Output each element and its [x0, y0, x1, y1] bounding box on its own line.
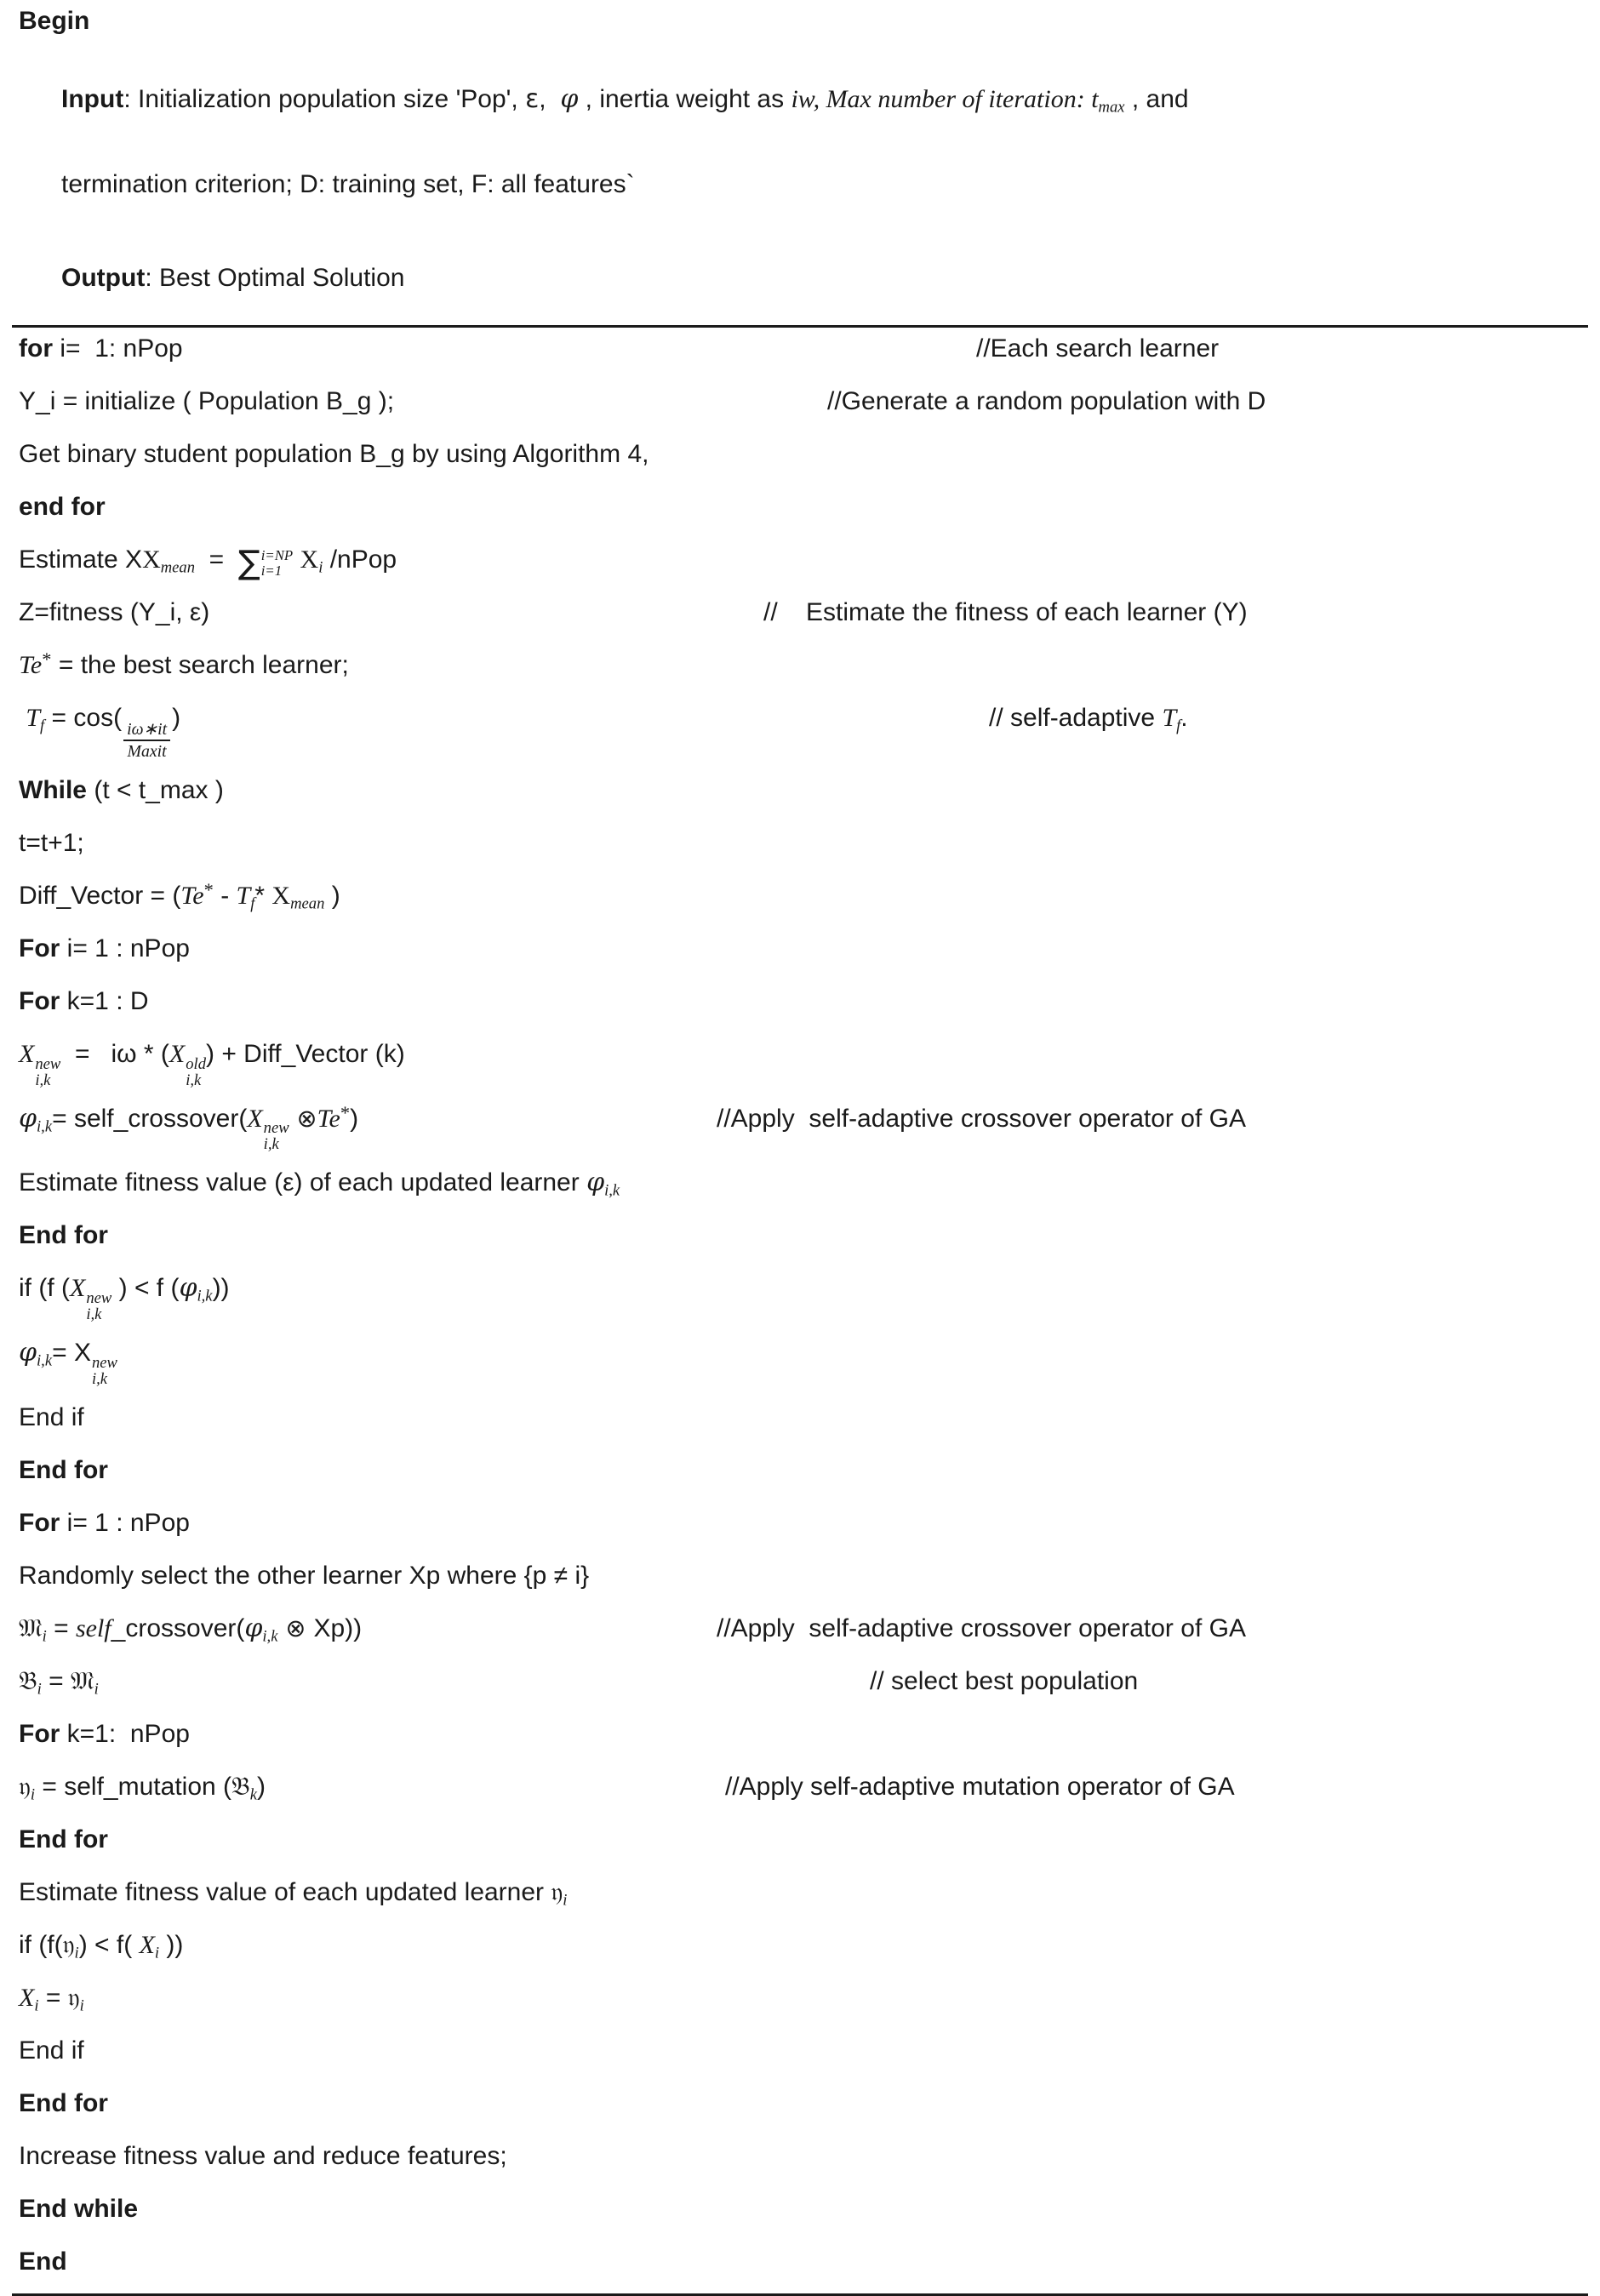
ifcmp-x-base: X	[70, 1274, 86, 1303]
algorithm-line-phi-crossover	[19, 1098, 1588, 1162]
input-text-5: , and	[1124, 85, 1189, 113]
algorithm-line-for-i-npop-2	[19, 928, 1588, 980]
diff-tf-base: T	[236, 881, 251, 910]
ifcmpy-close-paren: ))	[159, 1930, 184, 1959]
diff-minus: -	[213, 881, 237, 910]
comment-tf-formula	[989, 704, 1188, 735]
ifcmpy-x-subscript: i	[154, 1944, 160, 1962]
ifcmp-phi-base: φ	[179, 1273, 197, 1304]
algorithm-line-for-i-npop-3	[19, 1502, 1588, 1555]
diff-close-paren: )	[324, 881, 340, 910]
m-phi-base: φ	[244, 1613, 263, 1643]
code-end-for-3	[19, 1455, 108, 1484]
algorithm-line-end-for-2	[19, 1214, 1588, 1267]
tf-comment-base: T	[1162, 704, 1177, 732]
algorithm-line-estimate-fitness-y	[19, 1871, 1588, 1924]
algorithm-line-for-i-npop	[19, 328, 1588, 380]
algorithm-line-phi-assign-xnew	[19, 1332, 1588, 1396]
xassign-x-base: X	[19, 1983, 35, 2012]
phi-equals-crossover: = self_crossover(	[52, 1104, 248, 1133]
phi-te-base: Te	[317, 1104, 340, 1133]
xold-base: X	[169, 1039, 186, 1068]
code-phi-assign-xnew	[19, 1337, 117, 1388]
xmean-term-subscript: i	[318, 558, 323, 577]
estimate-xmean-label: Estimate X	[19, 545, 143, 574]
algorithm-line-init-population	[19, 380, 1588, 433]
b-fraktur-m-subscript: i	[94, 1680, 99, 1699]
tf-comment-subscript: f	[1176, 717, 1181, 735]
xassign-y-subscript: i	[79, 1996, 84, 2015]
footer-divider-rule	[12, 2293, 1588, 2296]
xnew-tail: ) + Diff_Vector (k)	[206, 1039, 405, 1068]
algorithm-line-tf-formula	[19, 697, 1588, 769]
code-for-i-npop-2	[19, 936, 190, 962]
algorithm-line-b-assign-m	[19, 1660, 1588, 1713]
line-begin	[19, 0, 1588, 53]
input-text-1: Initialization population size 'Pop',	[138, 85, 526, 113]
text-for-k-d: k=1 : D	[60, 986, 149, 1015]
algorithm-line-end-while	[19, 2188, 1588, 2241]
xnew-base: X	[19, 1039, 35, 1068]
code-if-compare-f	[19, 1273, 230, 1323]
randsel-text: Randomly select the other learner Xp where {p ≠ i}	[19, 1561, 590, 1590]
xnew-indices	[35, 1054, 61, 1089]
estfity-fraktur-y: 𝔶	[551, 1876, 563, 1907]
algorithm-line-for-k-npop	[19, 1713, 1588, 1766]
diff-tf-subscript: f	[250, 894, 255, 913]
phi-x-base: X	[247, 1104, 263, 1133]
phi-symbol: φ	[560, 84, 579, 114]
code-if-compare-y	[19, 1929, 184, 1962]
xmean-base: X	[142, 545, 161, 574]
code-increase-fitness	[19, 2141, 507, 2170]
estfitphi-label: Estimate fitness value (ε) of each updated learner	[19, 1168, 587, 1197]
diff-prefix: Diff_Vector = (	[19, 881, 181, 910]
tf-close-paren: )	[172, 704, 181, 732]
estfity-label: Estimate fitness value of each updated learner	[19, 1877, 551, 1906]
text-increase-fitness: Increase fitness value and reduce features;	[19, 2141, 507, 2170]
code-x-assign-y	[19, 1982, 84, 2015]
algorithm-line-m-crossover	[19, 1608, 1588, 1660]
keyword-for-k-npop: For	[19, 1719, 60, 1748]
algorithm-line-end-for-3	[19, 1449, 1588, 1502]
tf-fraction	[123, 720, 170, 761]
text-get-binary-pop: Get binary student population B_g by using Algorithm 4,	[19, 440, 649, 468]
sp	[293, 545, 300, 574]
comment-for-i-npop: //Each search learner	[976, 334, 1220, 363]
phiassign-x-indices	[91, 1353, 117, 1388]
ifcmpy-y-subscript: i	[74, 1944, 79, 1962]
y-fraktur-b: 𝔅	[231, 1771, 250, 1802]
text-end-if-1: End if	[19, 1402, 84, 1431]
keyword-end: End	[19, 2247, 67, 2276]
code-b-assign-m	[19, 1665, 99, 1699]
fraktur-m-base: 𝔐	[19, 1613, 43, 1643]
tf-comment-suffix: .	[1180, 704, 1188, 732]
code-randomly-select-xp	[19, 1563, 589, 1589]
ifcmpy-operator: ) < f(	[78, 1930, 140, 1959]
ifcmp-x-indices-sup: new	[86, 1289, 112, 1308]
m-crossover-label: _crossover(	[111, 1613, 245, 1642]
te-star: *	[42, 648, 52, 670]
y-fraktur-b-subscript: k	[249, 1785, 257, 1804]
algorithm-line-end	[19, 2241, 1588, 2293]
summation	[237, 543, 294, 582]
code-y-mutation	[19, 1771, 266, 1804]
phiassign-equals: = X	[52, 1338, 91, 1367]
line-output	[19, 231, 1588, 325]
code-end-if-1	[19, 1402, 84, 1431]
tf-fraction-denominator: Maxit	[123, 740, 170, 761]
algorithm-line-x-assign-y	[19, 1977, 1588, 2030]
m-self-italic: self	[75, 1613, 111, 1642]
fraktur-y-subscript: i	[30, 1785, 36, 1804]
code-x-new-update	[19, 1039, 405, 1089]
m-xp-tail: Xp))	[313, 1613, 363, 1642]
text-while-t-tmax: (t < t_max )	[87, 775, 224, 804]
tf-equals-cos: = cos(	[44, 704, 123, 732]
tmax-base: t	[1091, 85, 1099, 113]
algorithm-body	[0, 328, 1600, 2293]
input-line-2: termination criterion; D: training set, F: all features`	[61, 170, 635, 198]
m-equals: =	[46, 1613, 76, 1642]
algorithm-line-diff-vector	[19, 875, 1588, 928]
xnew-equals: = iω * (	[60, 1039, 169, 1068]
algorithm-line-end-if-2	[19, 2030, 1588, 2082]
code-init-population	[19, 389, 394, 414]
algorithm-line-estimate-xmean	[19, 539, 1588, 591]
phi-x-indices	[264, 1121, 289, 1153]
sigma-icon: ∑	[237, 543, 260, 582]
code-diff-vector	[19, 878, 340, 913]
phi-base: φ	[19, 1103, 37, 1134]
diff-te-base: Te	[180, 881, 204, 910]
keyword-end-for-1: end for	[19, 493, 106, 521]
phiassign-subscript: i,k	[37, 1351, 53, 1370]
comment-y-mutation: //Apply self-adaptive mutation operator of GA	[725, 1772, 1235, 1801]
algorithm-line-if-compare-f	[19, 1267, 1588, 1332]
xassign-equals: =	[38, 1983, 68, 2012]
algorithm-line-get-binary-pop	[19, 433, 1588, 486]
xold-indices-sup: old	[186, 1054, 206, 1073]
xassign-x-subscript: i	[34, 1996, 39, 2015]
summation-lower-limit: i=1	[260, 562, 283, 579]
output-text: : Best Optimal Solution	[145, 264, 405, 292]
text-init-population: Y_i = initialize ( Population B_g );	[19, 387, 395, 415]
algorithm-line-end-for-4	[19, 1819, 1588, 1871]
code-estimate-fitness-phi	[19, 1168, 620, 1200]
phi-subscript: i,k	[37, 1117, 53, 1136]
text-for-i-npop-2: i= 1 : nPop	[60, 934, 190, 962]
ifcmp-prefix: if (f (	[19, 1274, 70, 1303]
code-end-while	[19, 2196, 138, 2222]
input-separator: :	[123, 85, 138, 113]
b-equals: =	[41, 1666, 71, 1695]
epsilon-symbol: ε	[525, 84, 540, 114]
keyword-end-for-4: End for	[19, 1825, 108, 1853]
y-close-paren: )	[256, 1772, 266, 1801]
xold-indices	[186, 1054, 206, 1089]
algorithm-line-y-mutation	[19, 1766, 1588, 1819]
algorithm-line-te-best-learner	[19, 644, 1588, 697]
code-phi-crossover	[19, 1101, 359, 1154]
comment-z-fitness: // Estimate the fitness of each learner (Y)	[763, 598, 1248, 626]
code-end-for-4	[19, 1827, 108, 1853]
xmean-equals: =	[195, 545, 238, 574]
code-m-crossover	[19, 1613, 363, 1646]
text-z-fitness: Z=fitness (Y_i, ε)	[19, 598, 210, 626]
tf-fraction-numerator: iω∗it	[127, 719, 168, 739]
keyword-end-for-5: End for	[19, 2088, 108, 2117]
ifcmp-phi-subscript: i,k	[197, 1287, 213, 1305]
keyword-end-while: End while	[19, 2194, 139, 2223]
input-text-2: ,	[539, 85, 561, 113]
code-end-for-5	[19, 2088, 108, 2117]
algorithm-line-end-for-5	[19, 2082, 1588, 2135]
te-description: = the best search learner;	[51, 651, 349, 679]
code-end-if-2	[19, 2038, 84, 2064]
input-text-3: , inertia weight as	[578, 85, 791, 113]
ifcmpy-x-base: X	[139, 1930, 155, 1959]
phi-te-star: *	[340, 1101, 351, 1123]
input-label: Input	[61, 85, 124, 113]
estfitphi-phi-subscript: i,k	[604, 1181, 620, 1200]
code-for-i-npop	[19, 336, 183, 362]
algorithm-line-x-new-update	[19, 1033, 1588, 1098]
estfity-subscript: i	[563, 1891, 568, 1910]
keyword-end-for-3: End for	[19, 1455, 108, 1484]
algorithm-line-for-k-d	[19, 980, 1588, 1033]
text-for-i-npop: i= 1: nPop	[53, 334, 183, 363]
algorithm-line-end-if-1	[19, 1396, 1588, 1449]
code-while-t-tmax	[19, 775, 224, 804]
phiassign-x-indices-sub: i,k	[91, 1369, 108, 1388]
tf-base: T	[26, 704, 41, 732]
code-for-k-d	[19, 986, 149, 1015]
code-t-increment	[19, 828, 84, 857]
diff-x-subscript: mean	[290, 894, 325, 913]
phi-x-indices-sup: new	[263, 1119, 289, 1138]
fraktur-b-base: 𝔅	[19, 1665, 37, 1696]
comment-b-assign-m: // select best population	[870, 1666, 1139, 1695]
tf-comment-prefix: // self-adaptive	[989, 704, 1163, 732]
code-get-binary-pop	[19, 442, 649, 467]
m-phi-subscript: i,k	[262, 1627, 278, 1646]
otimes-icon: ⊗	[289, 1104, 317, 1133]
tf-subscript: f	[40, 717, 45, 735]
xassign-fraktur-y: 𝔶	[67, 1982, 80, 2013]
input-text-4: :	[1076, 85, 1092, 113]
code-for-k-npop	[19, 1719, 190, 1748]
summation-upper-limit: i=NP	[260, 547, 294, 564]
algorithm-line-end-for-1	[19, 486, 1588, 539]
estfitphi-phi-base: φ	[586, 1168, 605, 1198]
comment-phi-crossover: //Apply self-adaptive crossover operator of GA	[717, 1104, 1246, 1133]
xnew-indices-sub: i,k	[35, 1071, 51, 1089]
begin-keyword: Begin	[19, 7, 90, 35]
diff-multiply: *	[254, 881, 272, 910]
fraktur-m-subscript: i	[42, 1627, 47, 1646]
algorithm-line-estimate-fitness-phi	[19, 1162, 1588, 1214]
summation-limits	[261, 548, 293, 578]
ifcmp-x-indices-sub: i,k	[86, 1305, 102, 1323]
algorithm-line-z-fitness	[19, 591, 1588, 644]
input-italic-params: iw, Max number of iteration	[791, 85, 1077, 113]
algorithm-line-t-increment	[19, 822, 1588, 875]
phi-x-indices-sub: i,k	[263, 1135, 279, 1154]
code-estimate-fitness-y	[19, 1876, 568, 1910]
code-z-fitness	[19, 600, 209, 625]
phi-close-paren: )	[350, 1104, 359, 1133]
algorithm-header	[0, 0, 1600, 325]
text-end-if-2: End if	[19, 2036, 84, 2065]
fraktur-y-base: 𝔶	[19, 1771, 31, 1802]
output-label: Output	[61, 264, 146, 292]
keyword-for-i-npop-3: For	[19, 1508, 60, 1537]
code-te-best-learner	[19, 648, 349, 679]
ifcmpy-prefix: if (f(	[19, 1930, 63, 1959]
keyword-for-k-d: For	[19, 986, 60, 1015]
line-input-continued	[19, 138, 1588, 231]
phiassign-base: φ	[19, 1337, 37, 1368]
phiassign-x-indices-sup: new	[91, 1353, 117, 1372]
keyword-for-i-npop-2: For	[19, 934, 60, 962]
ifcmp-operator: ) < f (	[111, 1274, 180, 1303]
text-for-i-npop-3: i= 1 : nPop	[60, 1508, 190, 1537]
algorithm-line-randomly-select-xp	[19, 1555, 1588, 1608]
ifcmp-x-indices	[86, 1291, 111, 1323]
line-input	[19, 53, 1588, 138]
keyword-while-t-tmax: While	[19, 775, 87, 804]
xmean-term-base: X	[300, 545, 319, 574]
xmean-subscript: mean	[160, 558, 196, 577]
fraktur-b-subscript: i	[37, 1680, 42, 1699]
code-end	[19, 2249, 67, 2275]
xnew-indices-sup: new	[35, 1054, 61, 1073]
code-for-i-npop-3	[19, 1508, 190, 1537]
te-base: Te	[19, 651, 43, 679]
otimes-icon: ⊗	[277, 1613, 314, 1642]
tmax-subscript: max	[1098, 98, 1125, 117]
text-for-k-npop: k=1: nPop	[60, 1719, 190, 1748]
algorithm-line-while-t-tmax	[19, 769, 1588, 822]
y-equals-mutation: = self_mutation (	[35, 1772, 232, 1801]
xmean-tail: /nPop	[323, 545, 397, 574]
ifcmpy-fraktur-y: 𝔶	[62, 1929, 75, 1960]
keyword-end-for-2: End for	[19, 1221, 108, 1250]
comment-init-population: //Generate a random population with D	[827, 387, 1266, 415]
code-estimate-xmean	[19, 543, 397, 582]
b-fraktur-m: 𝔐	[71, 1665, 94, 1696]
comment-m-crossover: //Apply self-adaptive crossover operator of GA	[717, 1613, 1246, 1642]
diff-te-star: *	[203, 878, 214, 900]
text-t-increment: t=t+1;	[19, 828, 84, 857]
code-end-for-1	[19, 494, 106, 520]
code-end-for-2	[19, 1223, 108, 1248]
code-tf-formula	[19, 705, 180, 761]
xold-indices-sub: i,k	[186, 1071, 202, 1089]
diff-x-base: X	[271, 881, 291, 910]
algorithm-line-if-compare-y	[19, 1924, 1588, 1977]
keyword-for-i-npop: for	[19, 334, 53, 363]
ifcmp-close-paren: ))	[212, 1274, 230, 1303]
algorithm-line-increase-fitness	[19, 2135, 1588, 2188]
